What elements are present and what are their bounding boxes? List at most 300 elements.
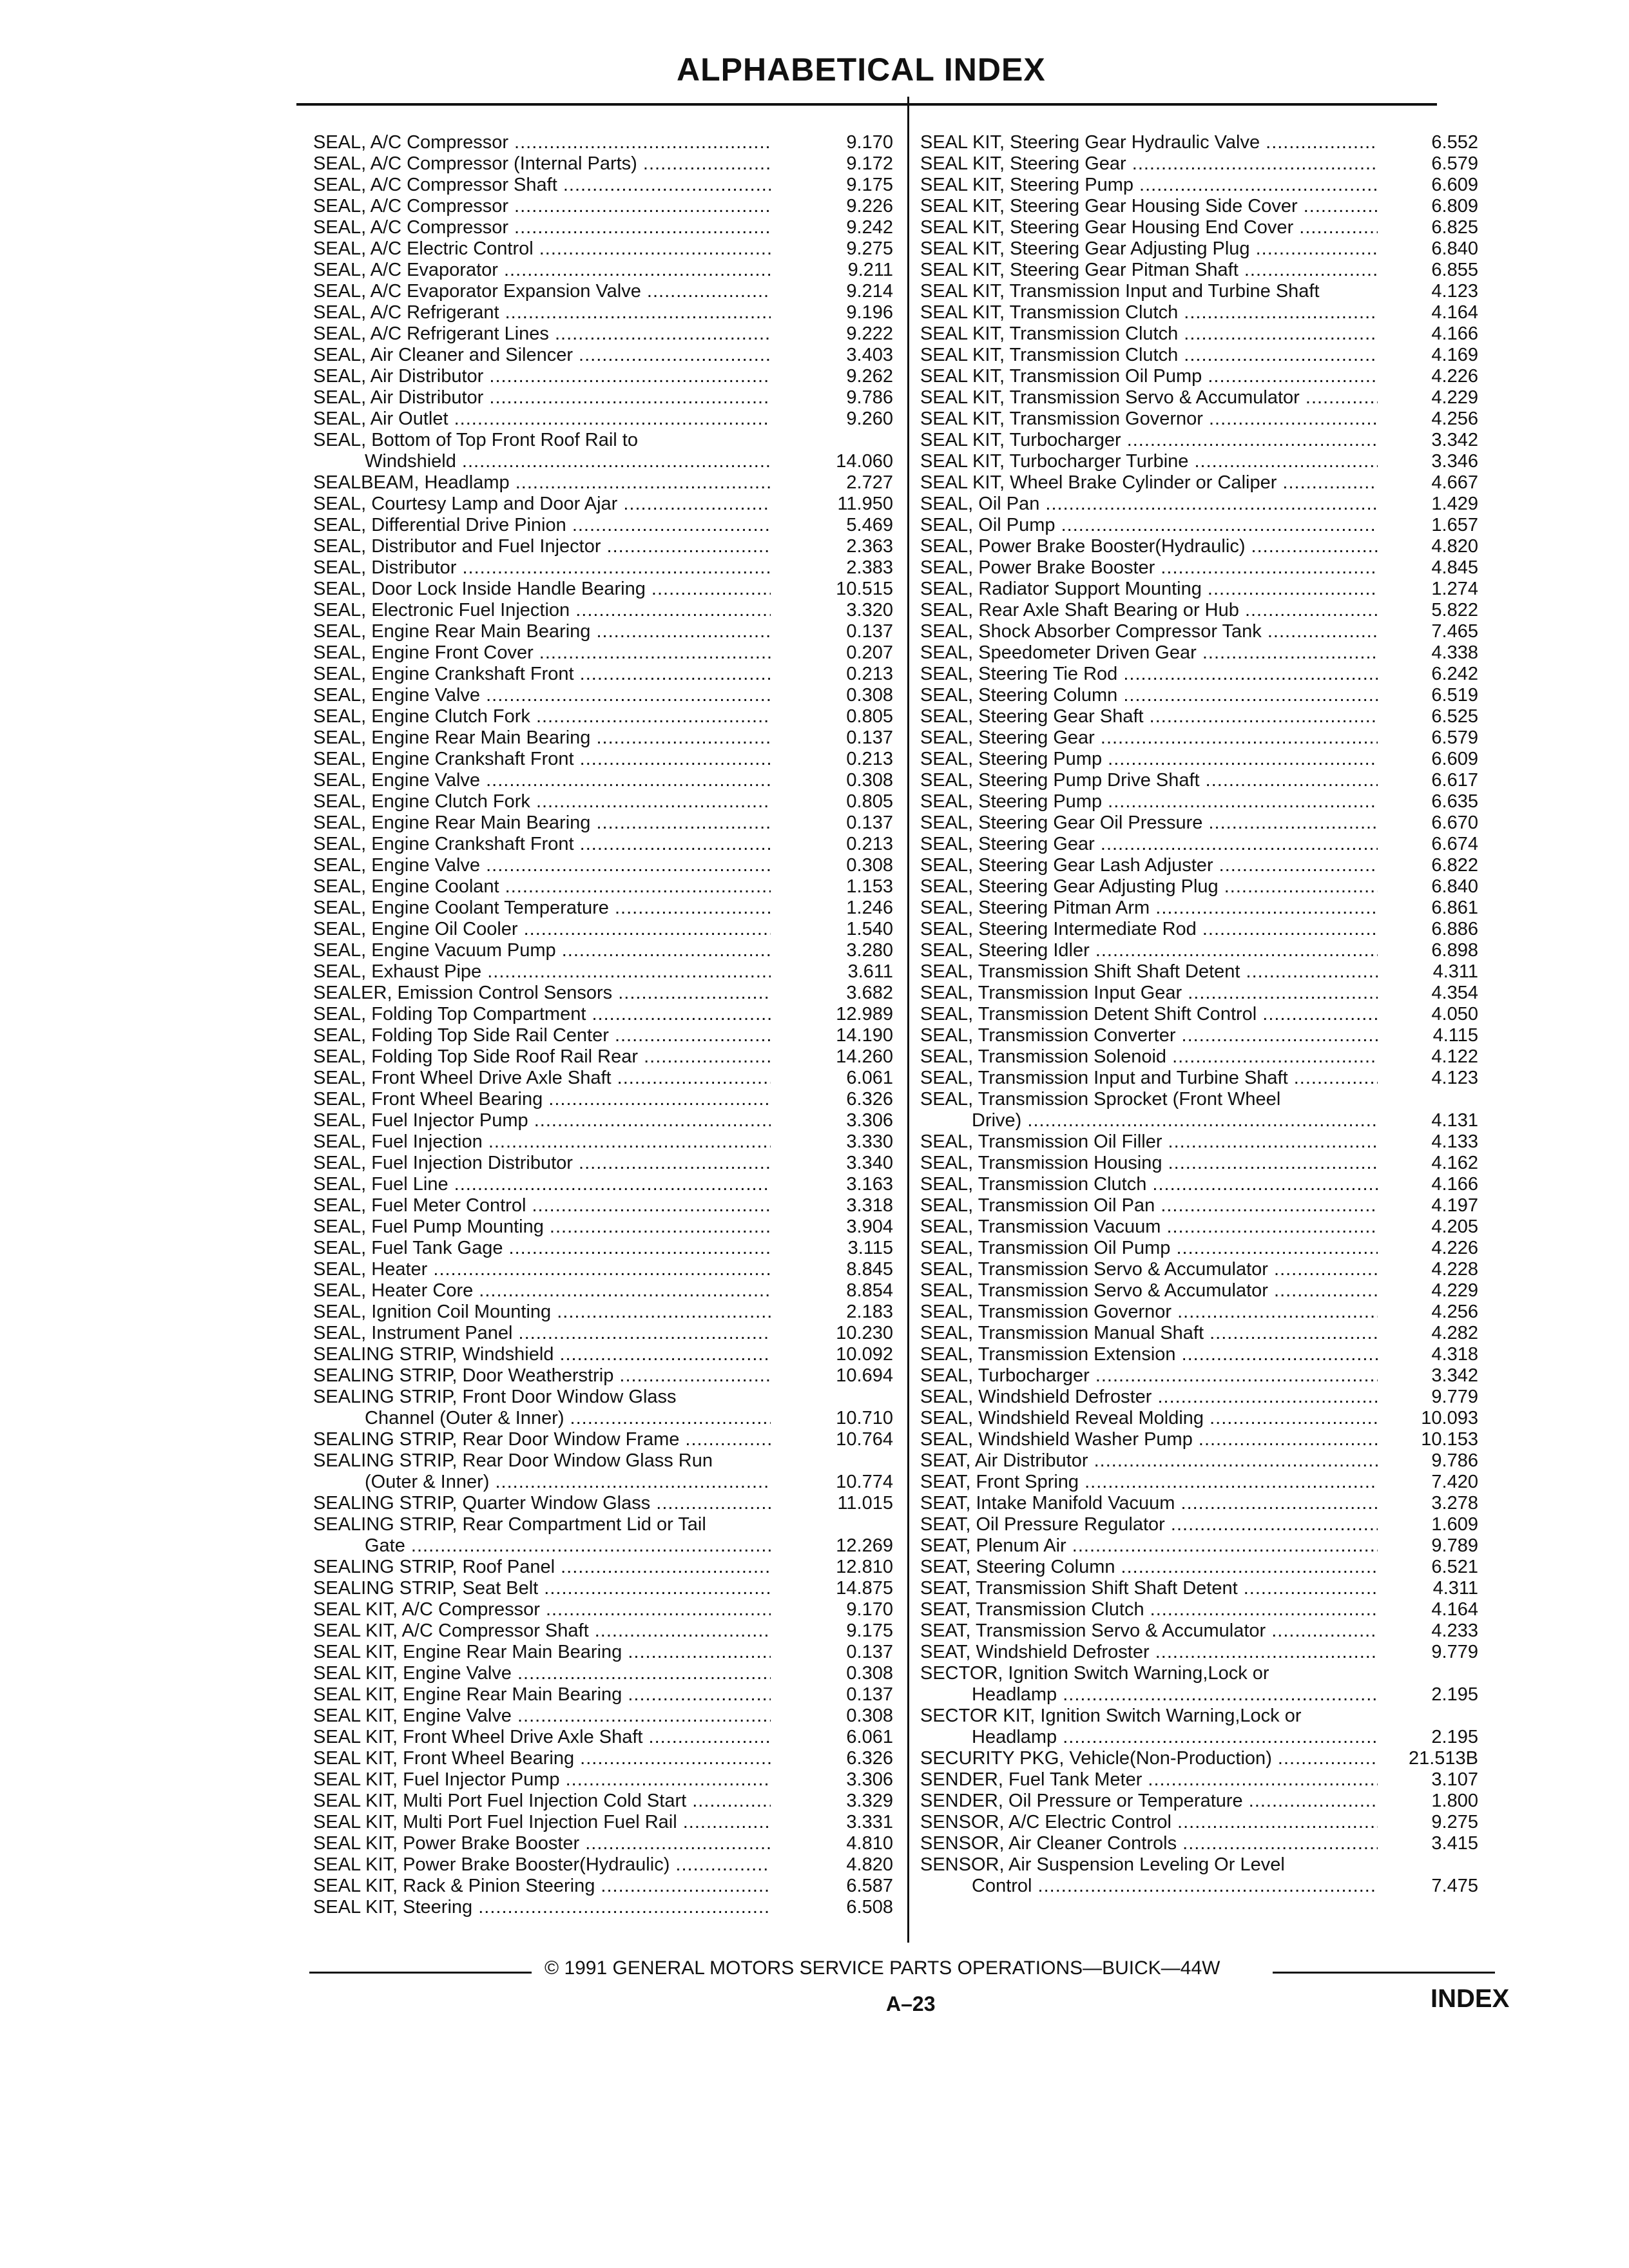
entry-page: 3.163 <box>846 1174 893 1195</box>
entry-page: 9.242 <box>846 217 893 238</box>
index-entry <box>920 1748 1478 1769</box>
entry-page: 1.274 <box>1431 579 1478 599</box>
entry-name: SEAL KIT, A/C Compressor Shaft ..... <box>313 1620 771 1642</box>
entry-name: SEAL, Distributor ..... <box>313 557 771 579</box>
entry-page: 9.786 <box>1431 1450 1478 1471</box>
index-entry <box>920 1769 1478 1791</box>
index-entry <box>313 1514 893 1535</box>
entry-name: SEAL KIT, Transmission Clutch ..... <box>920 323 1378 345</box>
index-entry <box>920 834 1478 855</box>
entry-name: SEAL, Steering Idler ..... <box>920 940 1378 961</box>
entry-page: 0.137 <box>846 1684 893 1705</box>
index-entry <box>313 408 893 430</box>
index-entry <box>313 196 893 217</box>
page-title: ALPHABETICAL INDEX <box>677 52 1046 88</box>
index-entry <box>313 1706 893 1727</box>
entry-name: SEAL, Steering Pump ..... <box>920 791 1378 812</box>
entry-name: SEAL KIT, Transmission Oil Pump ..... <box>920 366 1378 387</box>
entry-name: SEAL, Engine Rear Main Bearing ..... <box>313 727 771 749</box>
entry-name: SENSOR, Air Cleaner Controls ..... <box>920 1833 1378 1854</box>
entry-name: SEAL KIT, Steering Gear ..... <box>920 153 1378 175</box>
header-rule <box>296 103 1437 106</box>
index-entry <box>920 515 1478 536</box>
entry-page: 6.635 <box>1431 791 1478 812</box>
entry-page: 11.950 <box>837 494 893 514</box>
entry-name: SEAL, Rear Axle Shaft Bearing or Hub ..... <box>920 600 1378 621</box>
entry-page: 6.326 <box>846 1089 893 1110</box>
entry-page: 4.166 <box>1431 323 1478 344</box>
entry-name: SEAL KIT, Rack & Pinion Steering ..... <box>313 1876 771 1897</box>
entry-name: SEAL, A/C Electric Control ..... <box>313 238 771 260</box>
entry-name: SEAL, Exhaust Pipe ..... <box>313 961 771 983</box>
index-entry <box>920 1174 1478 1195</box>
entry-name: SEAL KIT, Transmission Input and Turbine Shaft <box>920 281 1320 302</box>
index-entry <box>920 196 1478 217</box>
index-column-left <box>313 132 893 1918</box>
entry-page: 12.269 <box>836 1535 893 1556</box>
index-entry <box>920 855 1478 876</box>
entry-name: SEAL, Power Brake Booster(Hydraulic) ..... <box>920 536 1378 557</box>
entry-page: 6.822 <box>1431 855 1478 876</box>
index-entry <box>920 1153 1478 1174</box>
entry-name: SEAL, Windshield Defroster ..... <box>920 1387 1378 1408</box>
index-entry <box>313 366 893 387</box>
entry-name: SEAL, Heater Core ..... <box>313 1280 771 1302</box>
index-entry <box>313 1684 893 1706</box>
index-entry <box>920 1068 1478 1089</box>
index-entry <box>313 1812 893 1833</box>
index-entry <box>313 1280 893 1302</box>
entry-page: 4.123 <box>1431 1068 1478 1088</box>
index-entry <box>313 855 893 876</box>
entry-name: SEAL, Steering Gear Lash Adjuster ..... <box>920 855 1378 876</box>
entry-name: SEALING STRIP, Rear Door Window Frame ..... <box>313 1429 771 1450</box>
entry-page: 0.308 <box>846 770 893 791</box>
entry-name: SEAL KIT, Engine Valve ..... <box>313 1663 771 1684</box>
index-entry <box>920 1195 1478 1216</box>
entry-name: SEAL, Transmission Detent Shift Control ..... <box>920 1004 1378 1025</box>
index-entry <box>920 770 1478 791</box>
entry-name: SEAL KIT, Transmission Clutch ..... <box>920 345 1378 366</box>
entry-name: SEAL, Radiator Support Mounting ..... <box>920 579 1378 600</box>
index-entry <box>313 153 893 175</box>
entry-name: SEAL KIT, Engine Rear Main Bearing ..... <box>313 1642 771 1663</box>
entry-page: 0.137 <box>846 812 893 833</box>
entry-name: Gate ..... <box>365 1535 771 1557</box>
index-entry <box>920 621 1478 642</box>
entry-page: 3.107 <box>1431 1769 1478 1790</box>
entry-name: SEAL, Windshield Reveal Molding ..... <box>920 1408 1378 1429</box>
index-entry <box>920 1727 1478 1748</box>
entry-page: 6.609 <box>1431 749 1478 769</box>
entry-name: SEAL, Front Wheel Drive Axle Shaft ..... <box>313 1068 771 1089</box>
index-entry <box>920 1089 1478 1110</box>
index-entry <box>920 812 1478 834</box>
index-entry <box>920 1663 1478 1684</box>
entry-page: 1.540 <box>846 919 893 939</box>
entry-page: 4.667 <box>1431 472 1478 493</box>
entry-page: 6.670 <box>1431 812 1478 833</box>
entry-name: SEALING STRIP, Windshield ..... <box>313 1344 771 1365</box>
entry-name: SEAL, Fuel Injection Distributor ..... <box>313 1153 771 1174</box>
entry-page: 0.207 <box>846 642 893 663</box>
entry-name: SEAL, Steering Gear ..... <box>920 727 1378 749</box>
entry-name: SEAL KIT, Turbocharger Turbine ..... <box>920 451 1378 472</box>
entry-page: 0.213 <box>846 664 893 684</box>
entry-name: SEAL KIT, Wheel Brake Cylinder or Caliper ..... <box>920 472 1378 494</box>
index-entry <box>920 791 1478 812</box>
index-entry <box>313 961 893 983</box>
index-entry <box>920 727 1478 749</box>
index-entry <box>313 387 893 408</box>
index-entry <box>313 685 893 706</box>
index-entry <box>920 1302 1478 1323</box>
entry-name: SEAL, Fuel Pump Mounting ..... <box>313 1216 771 1238</box>
entry-name: SEAL, Fuel Tank Gage ..... <box>313 1238 771 1259</box>
entry-name: SEALING STRIP, Seat Belt ..... <box>313 1578 771 1599</box>
entry-name: SEALING STRIP, Roof Panel ..... <box>313 1557 771 1578</box>
entry-page: 6.825 <box>1431 217 1478 238</box>
entry-name: SEAL KIT, Steering Gear Adjusting Plug ..... <box>920 238 1378 260</box>
entry-name: SEAT, Intake Manifold Vacuum ..... <box>920 1493 1378 1514</box>
entry-name: SEAL KIT, Transmission Servo & Accumulator ..... <box>920 387 1378 408</box>
index-entry <box>920 1535 1478 1557</box>
index-entry <box>313 1046 893 1068</box>
index-entry <box>920 1833 1478 1854</box>
index-entry <box>920 1791 1478 1812</box>
entry-page: 0.137 <box>846 1642 893 1662</box>
entry-name: SEAL, A/C Compressor ..... <box>313 217 771 238</box>
index-entry <box>313 1472 893 1493</box>
index-entry <box>313 1238 893 1259</box>
footer-rule-right <box>1273 1972 1495 1974</box>
entry-name: Drive) ..... <box>972 1110 1378 1131</box>
index-entry <box>920 1238 1478 1259</box>
entry-page: 6.617 <box>1431 770 1478 791</box>
index-entry <box>313 1791 893 1812</box>
entry-page: 6.552 <box>1431 132 1478 153</box>
entry-name: SEAL, Windshield Washer Pump ..... <box>920 1429 1378 1450</box>
index-entry <box>313 1599 893 1620</box>
entry-name: SEALING STRIP, Rear Door Window Glass Run <box>313 1450 713 1471</box>
entry-name: SEAL, Transmission Oil Pump ..... <box>920 1238 1378 1259</box>
entry-page: 3.331 <box>846 1812 893 1832</box>
index-entry <box>920 940 1478 961</box>
entry-name: SEAL, Instrument Panel ..... <box>313 1323 771 1344</box>
index-entry <box>313 238 893 260</box>
entry-name: SEAL, Steering Tie Rod ..... <box>920 664 1378 685</box>
entry-page: 0.308 <box>846 855 893 876</box>
index-entry <box>313 1748 893 1769</box>
entry-page: 10.764 <box>836 1429 893 1450</box>
entry-page: 10.153 <box>1421 1429 1478 1450</box>
entry-page: 3.403 <box>846 345 893 365</box>
entry-name: SEAT, Steering Column ..... <box>920 1557 1378 1578</box>
entry-name: SEAL KIT, Steering Gear Hydraulic Valve ..... <box>920 132 1378 153</box>
entry-name: SEAL, Differential Drive Pinion ..... <box>313 515 771 536</box>
entry-name: SEAL, Engine Valve ..... <box>313 770 771 791</box>
index-entry <box>313 1557 893 1578</box>
index-entry <box>313 1110 893 1131</box>
entry-page: 6.898 <box>1431 940 1478 961</box>
entry-name: SEAL, Engine Clutch Fork ..... <box>313 706 771 727</box>
index-entry <box>920 600 1478 621</box>
entry-name: SEAL, A/C Refrigerant ..... <box>313 302 771 323</box>
index-entry <box>313 664 893 685</box>
index-entry <box>313 791 893 812</box>
entry-page: 4.226 <box>1431 366 1478 387</box>
entry-name: SEAL, Oil Pump ..... <box>920 515 1378 536</box>
entry-name: SEAL KIT, Steering Gear Housing Side Cover ..... <box>920 196 1378 217</box>
entry-page: 3.280 <box>846 940 893 961</box>
entry-name: SEALING STRIP, Front Door Window Glass <box>313 1387 677 1407</box>
entry-page: 9.275 <box>1431 1812 1478 1832</box>
index-column-right <box>920 132 1478 1897</box>
entry-page: 0.137 <box>846 727 893 748</box>
entry-name: SEAL, Engine Crankshaft Front ..... <box>313 834 771 855</box>
entry-page: 10.694 <box>836 1365 893 1386</box>
index-entry <box>920 1280 1478 1302</box>
entry-name: SEAL, Steering Intermediate Rod ..... <box>920 919 1378 940</box>
footer-copyright: © 1991 GENERAL MOTORS SERVICE PARTS OPERATIONS—BUICK—44W <box>545 1957 1220 1979</box>
entry-page: 9.275 <box>846 238 893 259</box>
entry-name: SEAL, A/C Refrigerant Lines ..... <box>313 323 771 345</box>
entry-page: 6.061 <box>846 1727 893 1747</box>
entry-page: 21.513B <box>1408 1748 1478 1769</box>
index-entry <box>313 812 893 834</box>
entry-name: SEAL KIT, Steering Pump ..... <box>920 175 1378 196</box>
index-entry <box>920 1876 1478 1897</box>
entry-page: 6.609 <box>1431 175 1478 195</box>
entry-name: SEAL KIT, Multi Port Fuel Injection Fuel Rail ..... <box>313 1812 771 1833</box>
entry-name: SEAL KIT, Transmission Governor ..... <box>920 408 1378 430</box>
entry-page: 6.674 <box>1431 834 1478 854</box>
column-divider <box>907 97 909 1943</box>
entry-page: 4.282 <box>1431 1323 1478 1343</box>
index-entry <box>313 600 893 621</box>
index-entry <box>313 1365 893 1387</box>
entry-name: SEAL, Transmission Oil Filler ..... <box>920 1131 1378 1153</box>
index-entry <box>920 1620 1478 1642</box>
entry-page: 4.338 <box>1431 642 1478 663</box>
entry-page: 6.861 <box>1431 898 1478 918</box>
entry-page: 3.306 <box>846 1769 893 1790</box>
entry-name: SEAL, Steering Gear ..... <box>920 834 1378 855</box>
index-entry <box>313 1578 893 1599</box>
entry-page: 2.183 <box>846 1302 893 1322</box>
index-entry <box>920 1812 1478 1833</box>
entry-page: 14.060 <box>836 451 893 472</box>
entry-page: 8.845 <box>846 1259 893 1280</box>
index-entry <box>313 919 893 940</box>
entry-name: SEAL, Transmission Servo & Accumulator ..... <box>920 1280 1378 1302</box>
entry-name: Channel (Outer & Inner) ..... <box>365 1408 771 1429</box>
entry-page: 9.789 <box>1431 1535 1478 1556</box>
entry-name: SEAL, Folding Top Side Roof Rail Rear ..... <box>313 1046 771 1068</box>
entry-page: 4.123 <box>1431 281 1478 302</box>
entry-page: 6.587 <box>846 1876 893 1896</box>
entry-name: SEAL, Steering Pump Drive Shaft ..... <box>920 770 1378 791</box>
index-entry <box>920 1493 1478 1514</box>
index-entry <box>920 472 1478 494</box>
entry-page: 4.845 <box>1431 557 1478 578</box>
index-entry <box>920 749 1478 770</box>
index-entry <box>313 642 893 664</box>
entry-page: 4.256 <box>1431 408 1478 429</box>
entry-page: 1.657 <box>1431 515 1478 535</box>
entry-page: 5.822 <box>1431 600 1478 620</box>
entry-page: 1.609 <box>1431 1514 1478 1535</box>
index-entry <box>313 1876 893 1897</box>
index-entry <box>920 1429 1478 1450</box>
section-label: INDEX <box>1431 1984 1510 2013</box>
entry-page: 9.214 <box>846 281 893 302</box>
index-entry <box>920 685 1478 706</box>
entry-page: 3.346 <box>1431 451 1478 472</box>
entry-page: 12.989 <box>836 1004 893 1024</box>
entry-name: SEAL KIT, Front Wheel Bearing ..... <box>313 1748 771 1769</box>
entry-name: Control ..... <box>972 1876 1378 1897</box>
index-entry <box>920 983 1478 1004</box>
entry-page: 4.164 <box>1431 1599 1478 1620</box>
entry-page: 4.229 <box>1431 1280 1478 1301</box>
index-entry <box>313 1259 893 1280</box>
index-entry <box>920 366 1478 387</box>
index-entry <box>920 1514 1478 1535</box>
entry-page: 6.855 <box>1431 260 1478 280</box>
entry-name: SEAL, Transmission Shift Shaft Detent ..... <box>920 961 1378 983</box>
index-entry <box>920 1450 1478 1472</box>
entry-name: SEAL, Air Distributor ..... <box>313 366 771 387</box>
index-entry <box>313 1153 893 1174</box>
entry-name: SEAL, A/C Evaporator ..... <box>313 260 771 281</box>
entry-name: SEAL, Steering Gear Adjusting Plug ..... <box>920 876 1378 898</box>
entry-page: 6.840 <box>1431 876 1478 897</box>
index-entry <box>920 1684 1478 1706</box>
entry-page: 4.810 <box>846 1833 893 1854</box>
entry-page: 2.727 <box>846 472 893 493</box>
entry-page: 6.326 <box>846 1748 893 1769</box>
entry-page: 4.229 <box>1431 387 1478 408</box>
entry-page: 10.710 <box>836 1408 893 1428</box>
entry-name: SEAL, Front Wheel Bearing ..... <box>313 1089 771 1110</box>
index-entry <box>920 1557 1478 1578</box>
index-entry <box>920 1046 1478 1068</box>
index-entry <box>920 642 1478 664</box>
entry-page: 4.169 <box>1431 345 1478 365</box>
index-entry <box>313 494 893 515</box>
entry-page: 0.308 <box>846 1663 893 1684</box>
index-entry <box>313 323 893 345</box>
entry-name: SEAL, Transmission Converter ..... <box>920 1025 1378 1046</box>
entry-page: 3.415 <box>1431 1833 1478 1854</box>
index-entry <box>313 1131 893 1153</box>
index-entry <box>920 706 1478 727</box>
entry-page: 6.508 <box>846 1897 893 1917</box>
entry-name: SEAT, Windshield Defroster ..... <box>920 1642 1378 1663</box>
entry-name: SEAT, Front Spring ..... <box>920 1472 1378 1493</box>
index-entry <box>313 727 893 749</box>
index-entry <box>920 494 1478 515</box>
entry-name: SEAL, Engine Valve ..... <box>313 685 771 706</box>
entry-page: 3.329 <box>846 1791 893 1811</box>
index-entry <box>313 1663 893 1684</box>
index-entry <box>920 1259 1478 1280</box>
entry-name: SEAL, Air Outlet ..... <box>313 408 771 430</box>
entry-name: SEAT, Air Distributor ..... <box>920 1450 1378 1472</box>
entry-page: 7.465 <box>1431 621 1478 642</box>
index-entry <box>920 1578 1478 1599</box>
index-entry <box>313 281 893 302</box>
entry-page: 12.810 <box>836 1557 893 1577</box>
entry-name: SEAL, Fuel Meter Control ..... <box>313 1195 771 1216</box>
entry-name: SEAL, Folding Top Side Rail Center ..... <box>313 1025 771 1046</box>
entry-name: SEAL, Engine Rear Main Bearing ..... <box>313 812 771 834</box>
index-entry <box>920 1131 1478 1153</box>
index-entry <box>313 1642 893 1663</box>
entry-page: 9.175 <box>846 175 893 195</box>
entry-name: SENDER, Fuel Tank Meter ..... <box>920 1769 1378 1791</box>
entry-page: 4.166 <box>1431 1174 1478 1195</box>
entry-page: 10.515 <box>836 579 893 599</box>
entry-name: SEAL, Engine Front Cover ..... <box>313 642 771 664</box>
entry-page: 3.330 <box>846 1131 893 1152</box>
entry-page: 14.875 <box>836 1578 893 1599</box>
index-entry <box>920 536 1478 557</box>
entry-name: SEAL KIT, Fuel Injector Pump ..... <box>313 1769 771 1791</box>
index-entry <box>313 1833 893 1854</box>
entry-name: SEAL, Shock Absorber Compressor Tank ..... <box>920 621 1378 642</box>
entry-name: SEAL KIT, Multi Port Fuel Injection Cold Start ..... <box>313 1791 771 1812</box>
index-entry <box>313 1727 893 1748</box>
index-entry <box>920 217 1478 238</box>
index-entry <box>920 961 1478 983</box>
entry-page: 4.133 <box>1431 1131 1478 1152</box>
entry-name: SEAL, Transmission Extension ..... <box>920 1344 1378 1365</box>
entry-page: 9.170 <box>846 1599 893 1620</box>
index-entry <box>920 1599 1478 1620</box>
index-entry <box>313 1429 893 1450</box>
index-entry <box>313 1302 893 1323</box>
index-entry <box>920 1387 1478 1408</box>
entry-page: 6.840 <box>1431 238 1478 259</box>
entry-name: SEAL, Oil Pan ..... <box>920 494 1378 515</box>
index-entry <box>920 1004 1478 1025</box>
entry-name: SEAT, Plenum Air ..... <box>920 1535 1378 1557</box>
index-entry <box>920 1706 1478 1727</box>
index-entry <box>920 153 1478 175</box>
entry-name: SEAL, Transmission Sprocket (Front Wheel <box>920 1089 1281 1110</box>
index-entry <box>313 345 893 366</box>
index-entry <box>920 451 1478 472</box>
entry-page: 4.205 <box>1431 1216 1478 1237</box>
index-entry <box>313 515 893 536</box>
entry-page: 0.805 <box>846 791 893 812</box>
index-entry <box>920 323 1478 345</box>
entry-name: SEAL, Heater ..... <box>313 1259 771 1280</box>
entry-name: SEAL, Engine Vacuum Pump ..... <box>313 940 771 961</box>
entry-page: 10.774 <box>836 1472 893 1492</box>
index-entry <box>313 1854 893 1876</box>
index-entry <box>313 1493 893 1514</box>
index-entry <box>920 175 1478 196</box>
index-entry <box>920 345 1478 366</box>
index-entry <box>313 217 893 238</box>
entry-name: SENSOR, Air Suspension Leveling Or Level <box>920 1854 1285 1875</box>
entry-name: SEAL KIT, Transmission Clutch ..... <box>920 302 1378 323</box>
entry-name: SEAL, Steering Gear Shaft ..... <box>920 706 1378 727</box>
entry-name: (Outer & Inner) ..... <box>365 1472 771 1493</box>
